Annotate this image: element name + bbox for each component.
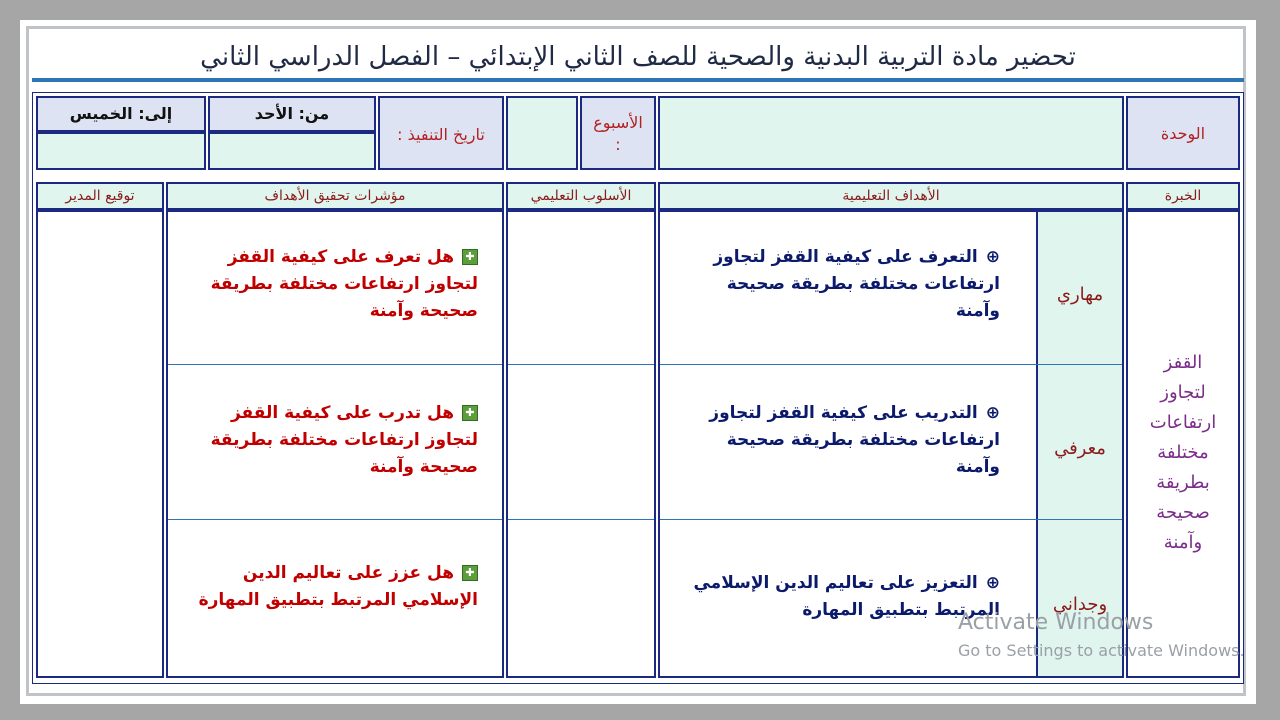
checkbox-bullet-icon: ✚ <box>462 565 478 581</box>
objective-3-text: التعزيز على تعاليم الدين الإسلامي المرتبط بتطبيق المهارة <box>693 573 1000 620</box>
domain-affective: وجداني <box>1052 594 1108 615</box>
header-experience: الخبرة <box>1164 188 1202 204</box>
checkbox-bullet-icon: ✚ <box>462 405 478 421</box>
objective-2-text: التدريب على كيفية القفز لتجاوز ارتفاعات مختلفة بطريقة صحيحة وآمنة <box>709 403 1000 477</box>
indicator-1-text: هل تعرف على كيفية القفز لتجاوز ارتفاعات مختلفة بطريقة صحيحة وآمنة <box>210 247 478 321</box>
experience-text: القفز لتجاوز ارتفاعات مختلفة بطريقة صحيحة وآمنة <box>1149 352 1217 553</box>
crosshair-bullet-icon: ⊕ <box>985 573 1000 593</box>
from-label: من: الأحد <box>254 104 330 123</box>
page-title: تحضير مادة التربية البدنية والصحية للصف الثاني الإبتدائي – الفصل الدراسي الثاني <box>200 42 1076 72</box>
header-objectives: الأهداف التعليمية <box>842 188 940 204</box>
to-label: إلى: الخميس <box>69 104 173 123</box>
indicator-2-text: هل تدرب على كيفية القفز لتجاوز ارتفاعات مختلفة بطريقة صحيحة وآمنة <box>210 403 478 477</box>
crosshair-bullet-icon: ⊕ <box>985 403 1000 423</box>
header-principal: توقيع المدير <box>65 188 135 204</box>
table-outer-frame <box>32 92 1244 684</box>
domain-knowledge: معرفي <box>1054 438 1106 459</box>
activation-watermark-subtitle: Go to Settings to activate Windows. <box>958 641 1245 660</box>
domain-skill: مهاري <box>1056 284 1104 305</box>
header-method: الأسلوب التعليمي <box>530 188 632 204</box>
title-divider <box>32 78 1244 82</box>
header-indicators: مؤشرات تحقيق الأهداف <box>264 188 406 204</box>
date-label: تاريخ التنفيذ : <box>397 125 485 144</box>
checkbox-bullet-icon: ✚ <box>462 249 478 265</box>
indicator-3-text: هل عزز على تعاليم الدين الإسلامي المرتبط بتطبيق المهارة <box>198 563 478 610</box>
objective-1-text: التعرف على كيفية القفز لتجاوز ارتفاعات مختلفة بطريقة صحيحة وآمنة <box>713 247 1000 321</box>
crosshair-bullet-icon: ⊕ <box>985 247 1000 267</box>
activation-watermark-title: Activate Windows <box>958 610 1154 635</box>
week-label: الأسبوع : <box>593 113 643 154</box>
unit-label: الوحدة <box>1160 124 1206 143</box>
